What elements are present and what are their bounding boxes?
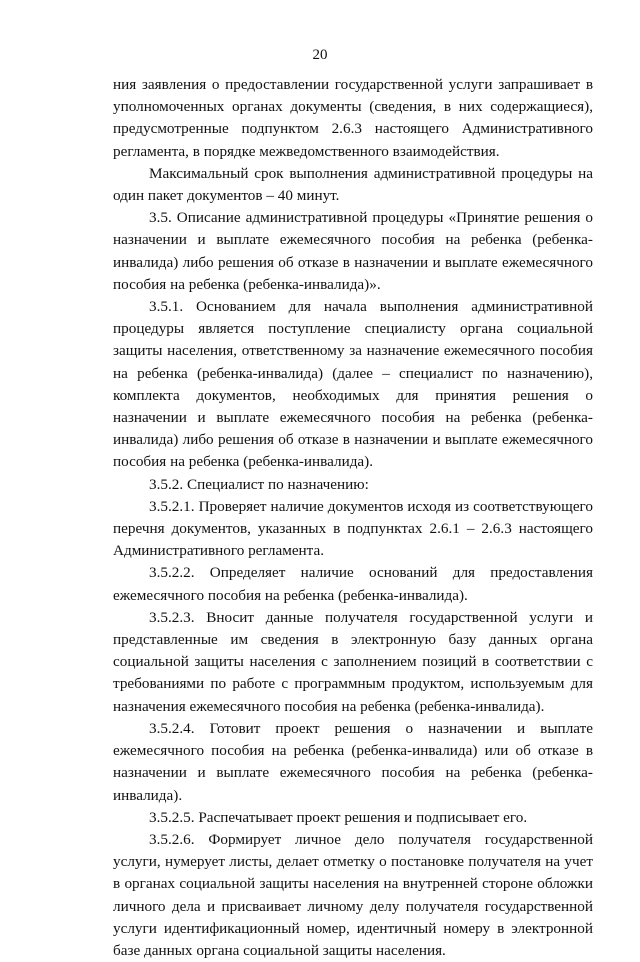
page-number: 20 bbox=[312, 47, 328, 63]
paragraph-3-5-2-2: 3.5.2.2. Определяет наличие оснований для предоставления ежемесячного пособия на ребенка (ребенка-инвалида). bbox=[113, 564, 593, 604]
paragraph-3-5-2-3: 3.5.2.3. Вносит данные получателя государственной услуги и представленные им сведения в электронную базу данных органа социальной защиты населения с заполнением позиций в соответствии с требованиями по работе с программным продуктом, используемым для назначения ежемесячного пособия на ребенка (ребенка-инвалида). bbox=[113, 608, 593, 715]
paragraph-3-5-2-5: 3.5.2.5. Распечатывает проект решения и подписывает его. bbox=[149, 808, 528, 826]
paragraph-3-5-2-1: 3.5.2.1. Проверяет наличие документов исходя из соответствующего перечня документов, указанных в подпунктах 2.6.1 – 2.6.3 настоящего Административного регламента. bbox=[113, 497, 593, 560]
document-body bbox=[113, 74, 593, 962]
paragraph-3-5-2-4: 3.5.2.4. Готовит проект решения о назначении и выплате ежемесячного пособия на ребенка (ребенка-инвалида) или об отказе в назначении и выплате ежемесячного пособия на ребенка (ребенка-инвалида). bbox=[113, 719, 593, 804]
paragraph-3-5-1: 3.5.1. Основанием для начала выполнения административной процедуры является поступление специалисту органа социальной защиты населения, ответственному за назначение ежемесячного пособия на ребенка (ребенка-инвалида) (далее – специалист по назначению), комплекта документов, необходимых для принятия решения о назначении и выплате ежемесячного пособия на ребенка (ребенка-инвалида) либо решения об отказе в назначении и выплате ежемесячного пособия на ребенка (ребенка-инвалида). bbox=[113, 298, 593, 471]
paragraph-max-duration: Максимальный срок выполнения административной процедуры на один пакет документов – 40 минут. bbox=[113, 164, 593, 205]
paragraph-3-5: 3.5. Описание административной процедуры «Принятие решения о назначении и выплате ежемесячного пособия на ребенка (ребенка-инвалида) либо решения об отказе в назначении и выплате ежемесячного пособия на ребенка (ребенка-инвалида)». bbox=[113, 209, 593, 293]
paragraph-3-5-2-6: 3.5.2.6. Формирует личное дело получателя государственной услуги, нумерует листы, делает отметку о постановке получателя на учет в органах социальной защиты населения на внутренней стороне обложки личного дела и присваивает личному делу получателя государственной услуги идентификационный номер, идентичный номеру в электронной базе данных органа социальной защиты населения. bbox=[113, 830, 593, 959]
paragraph-continuation: ния заявления о предоставлении государственной услуги запрашивает в уполномоченных органах документы (сведения, в них содержащиеся), предусмотренные подпунктом 2.6.3 настоящего Административного регламента, в порядке межведомственного взаимодействия. bbox=[113, 76, 593, 160]
paragraph-3-5-2: 3.5.2. Специалист по назначению: bbox=[149, 475, 369, 493]
